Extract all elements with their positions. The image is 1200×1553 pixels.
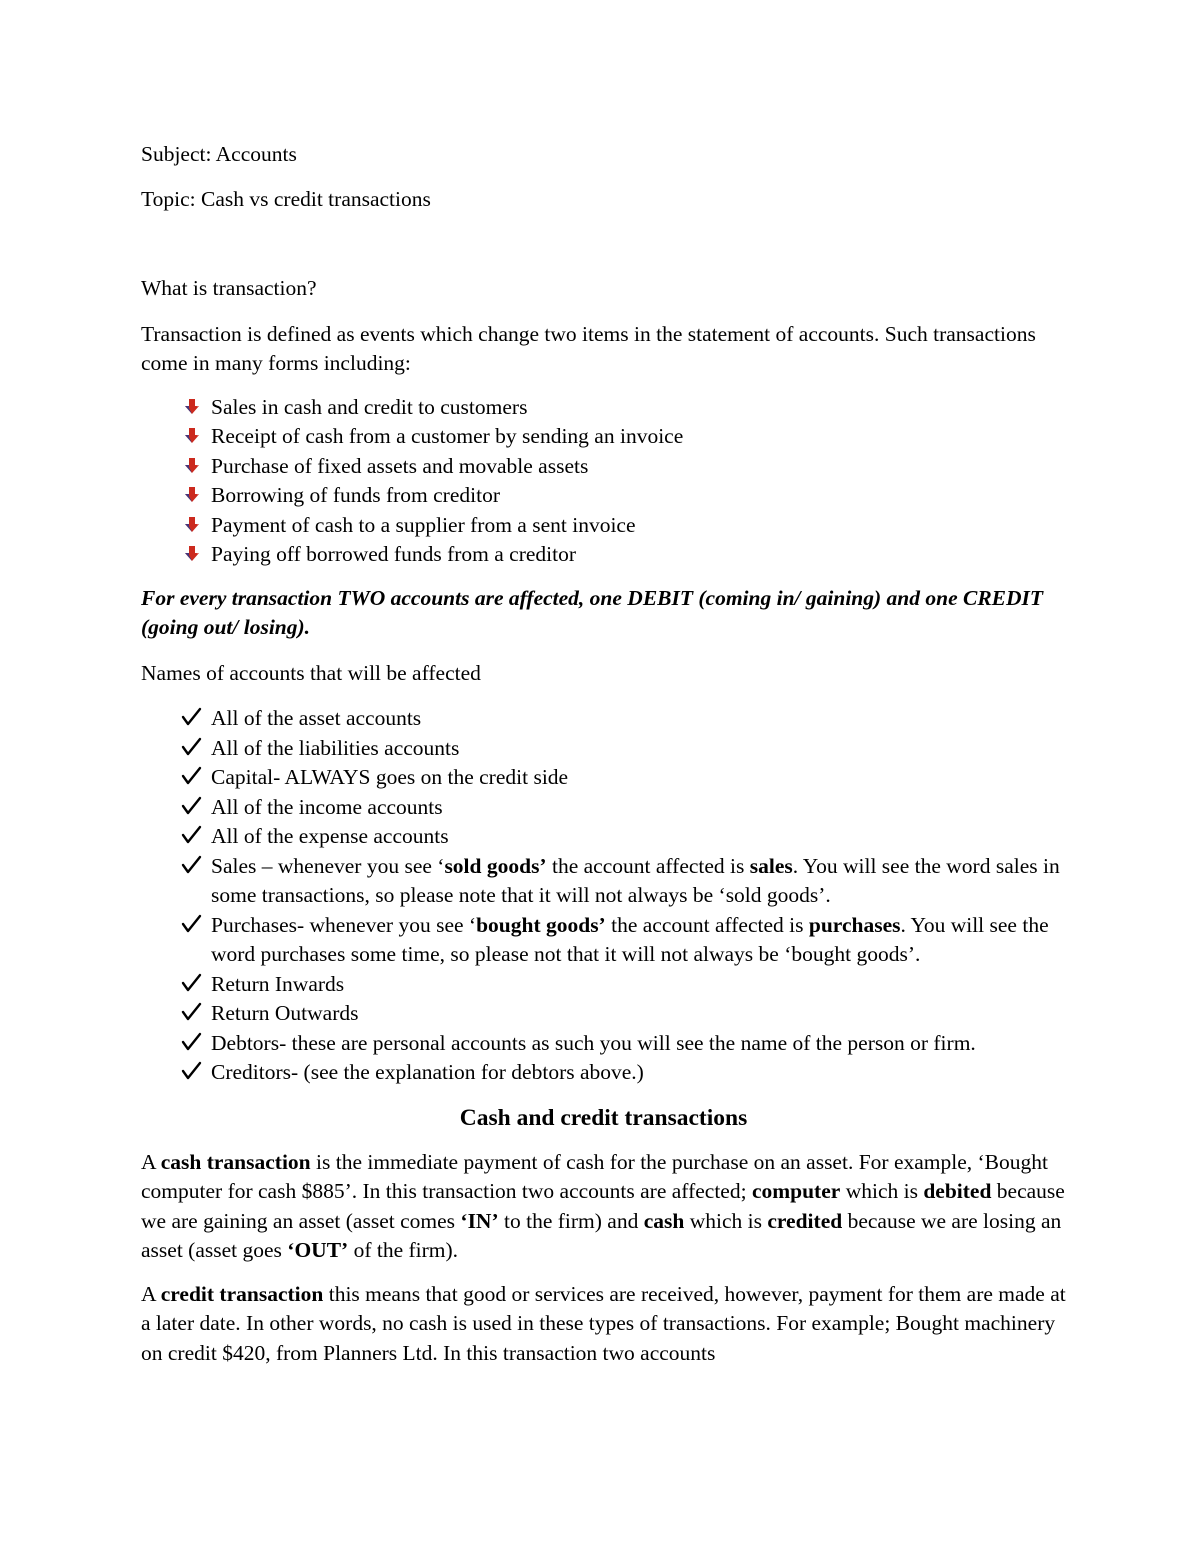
section-heading: Cash and credit transactions <box>459 1104 748 1131</box>
list-item: All of the liabilities accounts <box>141 734 1066 764</box>
checkmark-icon <box>181 911 203 940</box>
checkmark-icon <box>181 1029 203 1058</box>
list-item: Purchases- whenever you see ‘bought goods’ the account affected is purchases. You will see the word purchases some time, so please not that it will not always be ‘bought goods’. <box>141 911 1066 970</box>
transaction-forms-list <box>141 393 1066 570</box>
list-item: Return Inwards <box>141 970 1066 1000</box>
list-item: All of the asset accounts <box>141 704 1066 734</box>
document-body <box>141 140 1066 1382</box>
arrow-bullet-icon <box>181 540 203 569</box>
list-item: Sales – whenever you see ‘sold goods’ the account affected is sales. You will see the word sales in some transactions, so please note that it will not always be ‘sold goods’. <box>141 852 1066 911</box>
list-item: Capital- ALWAYS goes on the credit side <box>141 763 1066 793</box>
arrow-bullet-icon <box>181 422 203 451</box>
list-item: Borrowing of funds from creditor <box>141 481 1066 511</box>
names-heading: Names of accounts that will be affected <box>141 660 481 685</box>
arrow-bullet-icon <box>181 393 203 422</box>
list-item: All of the income accounts <box>141 793 1066 823</box>
definition-paragraph: Transaction is defined as events which change two items in the statement of accounts. Such transactions come in many forms including: <box>141 321 1036 375</box>
credit-transaction-paragraph: A credit transaction this means that good or services are received, however, payment for them are made at a later date. In other words, no cash is used in these types of transactions. For example; Bought machinery on credit $420, from Planners Ltd. In this transaction two accounts <box>141 1281 1066 1365</box>
list-item: All of the expense accounts <box>141 822 1066 852</box>
arrow-bullet-icon <box>181 452 203 481</box>
accounts-list <box>141 704 1066 1088</box>
checkmark-icon <box>181 734 203 763</box>
rule-statement: For every transaction TWO accounts are affected, one DEBIT (coming in/ gaining) and one CREDIT (going out/ losing). <box>141 585 1044 639</box>
list-item: Paying off borrowed funds from a creditor <box>141 540 1066 570</box>
arrow-bullet-icon <box>181 481 203 510</box>
list-item: Return Outwards <box>141 999 1066 1029</box>
arrow-bullet-icon <box>181 511 203 540</box>
checkmark-icon <box>181 763 203 792</box>
cash-transaction-paragraph: A cash transaction is the immediate payment of cash for the purchase on an asset. For example, ‘Bought computer for cash $885’. In this transaction two accounts are affected; computer which is debited because we are gaining an asset (asset comes ‘IN’ to the firm) and cash which is credited because we are losing an asset (asset goes ‘OUT’ of the firm). <box>141 1149 1065 1262</box>
list-item: Sales in cash and credit to customers <box>141 393 1066 423</box>
checkmark-icon <box>181 704 203 733</box>
checkmark-icon <box>181 999 203 1028</box>
checkmark-icon <box>181 1058 203 1087</box>
checkmark-icon <box>181 852 203 881</box>
checkmark-icon <box>181 970 203 999</box>
question-heading: What is transaction? <box>141 276 317 300</box>
list-item: Creditors- (see the explanation for debtors above.) <box>141 1058 1066 1088</box>
checkmark-icon <box>181 793 203 822</box>
topic-line: Topic: Cash vs credit transactions <box>141 186 431 211</box>
list-item: Debtors- these are personal accounts as such you will see the name of the person or firm. <box>141 1029 1066 1059</box>
checkmark-icon <box>181 822 203 851</box>
list-item: Purchase of fixed assets and movable assets <box>141 452 1066 482</box>
list-item: Receipt of cash from a customer by sending an invoice <box>141 422 1066 452</box>
list-item: Payment of cash to a supplier from a sent invoice <box>141 511 1066 541</box>
subject-line: Subject: Accounts <box>141 142 297 166</box>
